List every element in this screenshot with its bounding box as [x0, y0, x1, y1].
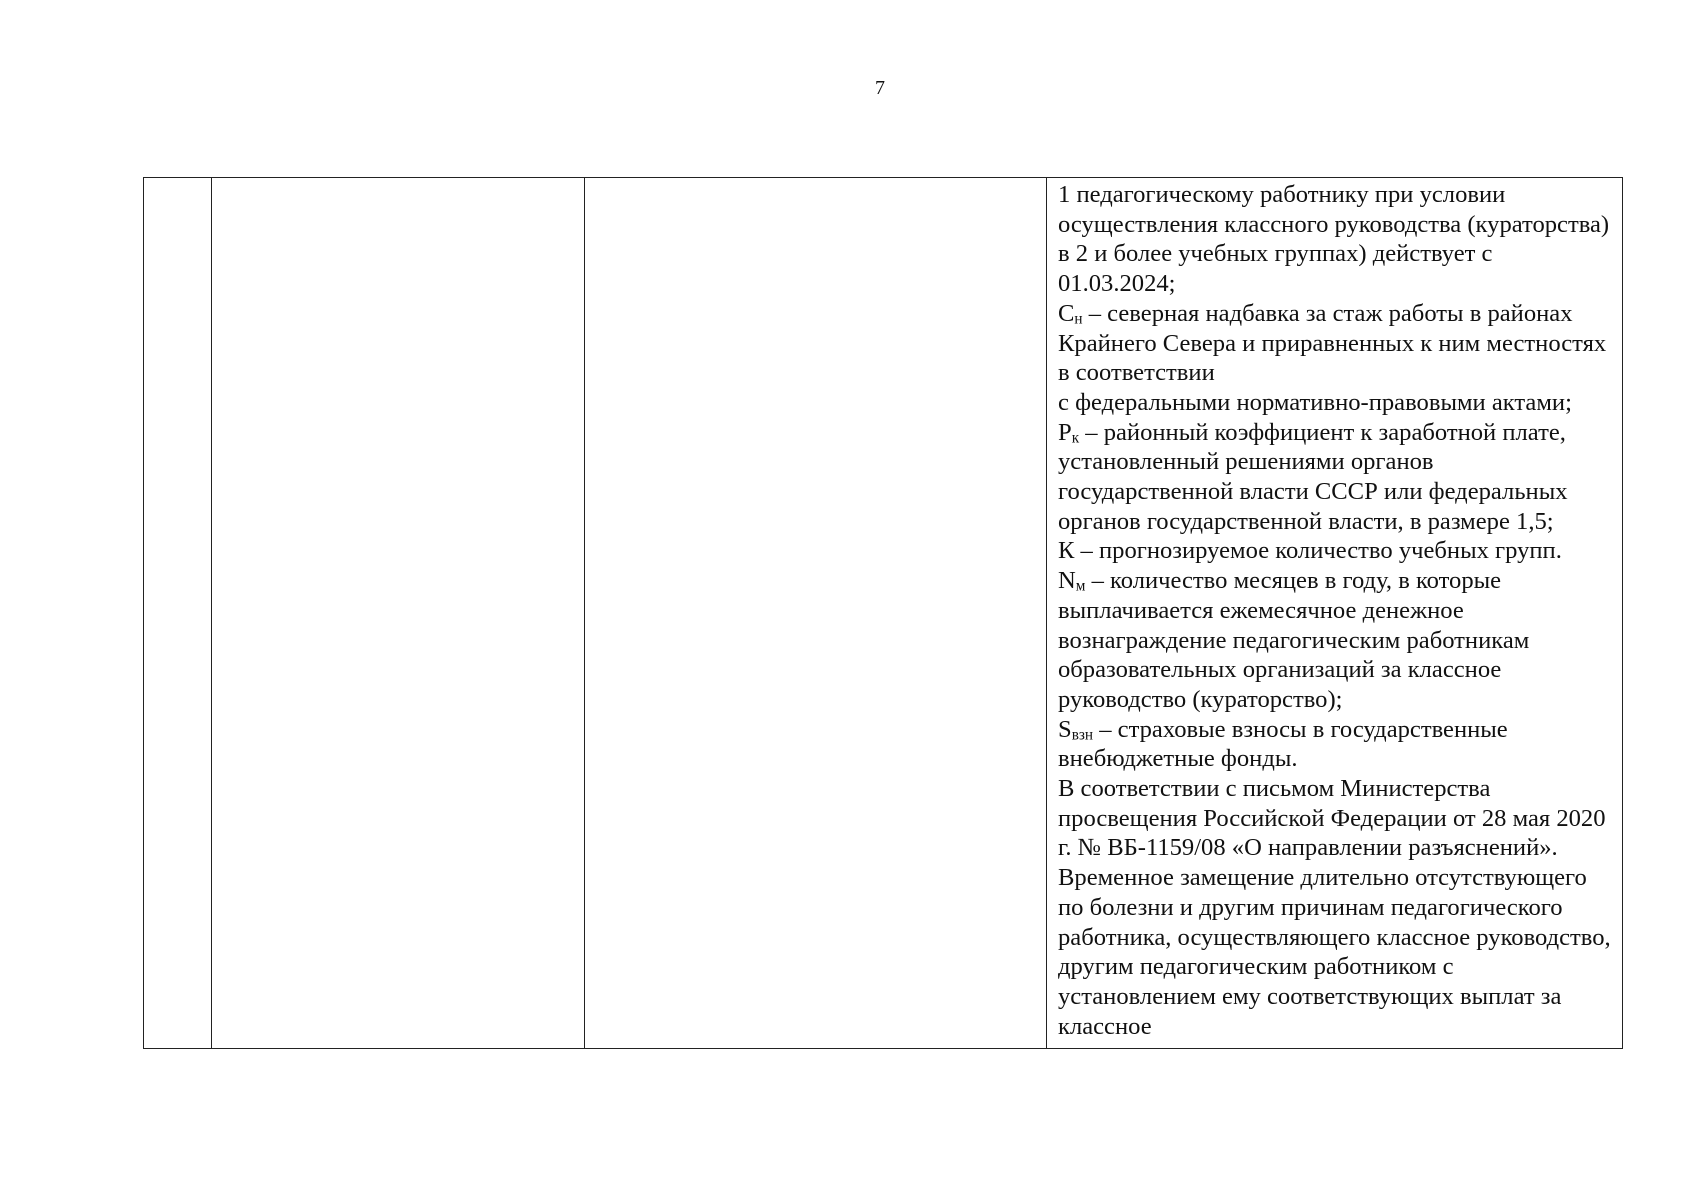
table-cell-source — [585, 178, 1047, 1049]
table-cell-name — [212, 178, 585, 1049]
table-row — [144, 178, 1623, 1049]
cell-text — [1047, 178, 1622, 1048]
paragraph-text: К – прогнозируемое количество учебных групп. — [1058, 537, 1562, 565]
cell-paragraph — [1058, 566, 1614, 715]
cell-paragraph — [1058, 388, 1614, 418]
formula-subscript: н — [1074, 310, 1083, 328]
formula-subscript: к — [1071, 429, 1080, 447]
paragraph-text: – количество месяцев в году, в которые выплачивается ежемесячное денежное вознаграждение педагогическим работникам образовательных организаций за классное руководство (кураторство); — [1058, 567, 1530, 713]
paragraph-text: – районный коэффициент к заработной плате, установленный решениями органов государственной власти СССР или федеральных органов государственной власти, в размере 1,5; — [1058, 418, 1568, 535]
table-cell-number — [144, 178, 212, 1049]
formula-subscript: взн — [1071, 726, 1094, 744]
paragraph-text: с федеральными нормативно-правовыми актами; — [1058, 388, 1572, 416]
formula-symbol: S — [1058, 715, 1072, 743]
cell-paragraph — [1058, 774, 1614, 1041]
formula-symbol: Р — [1058, 418, 1072, 446]
formula-subscript: м — [1075, 577, 1086, 595]
cell-paragraph — [1058, 715, 1614, 774]
cell-paragraph — [1058, 536, 1614, 566]
page-number: 7 — [875, 77, 885, 99]
table-cell-description — [1047, 178, 1623, 1049]
paragraph-text: – северная надбавка за стаж работы в районах Крайнего Севера и приравненных к ним местностях в соответствии — [1058, 299, 1607, 387]
paragraph-text: – страховые взносы в государственные внебюджетные фонды. — [1058, 715, 1508, 773]
formula-symbol: С — [1058, 299, 1075, 327]
paragraph-text: В соответствии с письмом Министерства просвещения Российской Федерации от 28 мая 2020 г. № ВБ-1159/08 «О направлении разъяснений». Временное замещение длительно отсутствующего по болезни и другим причинам педагогического работника, осуществляющего классное руководство, другим педагогическим работником с установлением ему соответствующих выплат за классное — [1058, 775, 1611, 1040]
cell-paragraph — [1058, 180, 1614, 299]
document-table — [143, 177, 1623, 1049]
cell-paragraph — [1058, 299, 1614, 388]
cell-paragraph — [1058, 418, 1614, 537]
paragraph-text: 1 педагогическому работнику при условии осуществления классного руководства (кураторства) в 2 и более учебных группах) действует с 01.03.2024; — [1058, 181, 1610, 298]
formula-symbol: N — [1058, 567, 1076, 595]
